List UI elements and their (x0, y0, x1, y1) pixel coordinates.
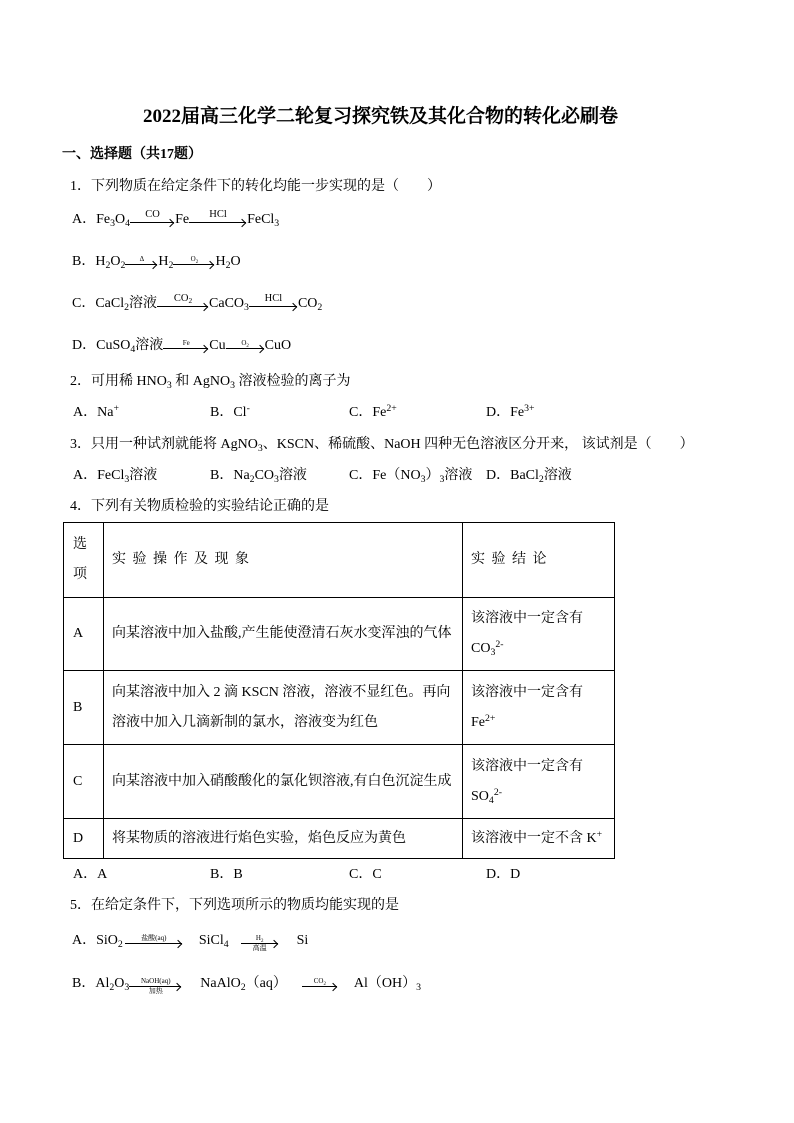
question-1-stem (70, 177, 441, 197)
header-option (64, 523, 104, 598)
subscript: 4 (223, 939, 229, 951)
text-run: CO (145, 209, 160, 220)
cell-line (73, 767, 101, 797)
text-run: CO (471, 641, 491, 656)
text-run: O (241, 339, 247, 347)
text-run: O (115, 212, 126, 227)
arrow-label-above (122, 210, 183, 221)
text-run: 该溶液中一定含有 (471, 611, 583, 626)
option-label: B． (210, 867, 234, 882)
text-run: Na (97, 405, 114, 420)
text-run: ） (425, 468, 440, 483)
text-run: Fe（NO (372, 468, 421, 483)
cell-operation (104, 598, 463, 671)
arrow-shaft (125, 264, 157, 265)
option-content (510, 405, 534, 420)
option-content (96, 209, 280, 230)
question-4-option-c (349, 865, 382, 885)
cell-option (64, 671, 104, 745)
subscript: 3 (166, 380, 172, 392)
arrow-shaft (173, 264, 214, 265)
text-run: CaCO (209, 296, 245, 311)
text-run: C (73, 773, 83, 789)
text-run: SO (471, 788, 489, 804)
subscript: 3 (257, 443, 263, 455)
text-run: 该溶液中一定含有 (471, 684, 583, 700)
reaction-arrow (125, 252, 158, 272)
question-3-option-a (73, 466, 157, 486)
cell-operation (104, 671, 463, 745)
question-1-option-a (72, 210, 279, 230)
table-row (64, 671, 615, 745)
cell-line (73, 824, 101, 854)
subscript: 2 (317, 302, 323, 314)
table-row (64, 745, 615, 819)
text-run: Fe (372, 405, 387, 420)
option-content (372, 867, 381, 882)
cell-line (112, 619, 454, 649)
text-run: 溶液 (129, 296, 158, 311)
text-run: A (73, 626, 84, 641)
subscript: 2 (249, 474, 255, 486)
cell-line (112, 708, 454, 738)
text-run: H (158, 254, 169, 269)
text-run: 溶液中加入几滴新制的氯水，溶液变为红色 (112, 714, 378, 730)
question-1-option-c (72, 294, 322, 314)
option-label: A． (73, 405, 98, 420)
text-run: 向某溶液中加入硝酸酸化的氯化钡溶液,有白色沉淀生成 (112, 773, 452, 789)
cell-line (112, 824, 454, 854)
option-label: B． (72, 976, 96, 991)
superscript: 3+ (524, 403, 535, 415)
text-run: Fe (182, 339, 190, 347)
cell-conclusion (463, 745, 615, 819)
subscript: 2 (323, 981, 326, 987)
text-run: 向某溶液中加入 2 滴 KSCN 溶液，溶液不显红色。再向 (112, 684, 451, 700)
text-run: O (190, 255, 196, 263)
subscript: 3 (416, 982, 421, 994)
text-run: 溶液 (278, 468, 307, 483)
arrow-label-above (149, 294, 217, 305)
subscript: 2 (168, 260, 174, 272)
arrow-label-above (117, 256, 166, 263)
text-run: 、KSCN、稀硫酸、NaOH 四种无色溶液区分开来， 该试剂是（ ） (262, 437, 694, 452)
section-heading: 一、选择题（共17题） (62, 147, 202, 162)
question-2-option-c (349, 403, 397, 423)
arrow-label-above (117, 935, 191, 942)
arrow-shaft (302, 986, 337, 987)
subscript: 2 (260, 938, 264, 944)
text-run: B (233, 867, 243, 882)
option-label: C． (349, 405, 373, 420)
option-content (96, 338, 292, 356)
text-run: H (95, 254, 106, 269)
subscript: 3 (124, 474, 130, 486)
text-run: NaAlO (200, 976, 241, 991)
option-content (96, 933, 309, 952)
cell-line (73, 619, 101, 649)
superscript: 2+ (386, 403, 397, 415)
option-label: C． (72, 296, 96, 311)
text-run: O (114, 976, 125, 991)
reaction-arrow (129, 974, 182, 994)
arrow-shaft (130, 222, 174, 223)
text-run: D (510, 867, 521, 882)
header-operation (104, 523, 463, 598)
text-run: SiCl (198, 933, 224, 948)
text-run: Na (233, 468, 250, 483)
subscript: 3 (124, 982, 130, 994)
text-run: FeCl (97, 468, 125, 483)
option-content (95, 976, 421, 995)
subscript: 2 (120, 260, 126, 272)
cell-line (471, 782, 606, 812)
option-content (95, 254, 241, 272)
option-label: A． (72, 933, 97, 948)
option-label: D． (72, 338, 97, 353)
question-3-option-c (349, 466, 472, 486)
cell-option (64, 598, 104, 671)
superscript: + (113, 403, 119, 415)
text-run: 5．在给定条件下，下列选项所示的物质均能实现的是 (70, 898, 399, 913)
arrow-shaft (189, 222, 246, 223)
reaction-arrow (241, 931, 279, 951)
subscript: 3 (274, 474, 279, 486)
option-label: A． (73, 867, 98, 882)
text-run: 该溶液中一定不含 K (471, 830, 597, 846)
cell-line (73, 530, 101, 560)
text-run: Fe (175, 212, 190, 227)
text-run: 盐酸(aq) (141, 934, 167, 942)
question-4-option-a (73, 865, 107, 885)
cell-operation (104, 819, 463, 859)
option-label: A． (72, 212, 97, 227)
text-run: 溶液检验的离子为 (235, 374, 351, 389)
option-label: A． (73, 468, 98, 483)
option-label: B． (210, 405, 234, 420)
subscript: 2 (105, 260, 111, 272)
subscript: 3 (439, 474, 445, 486)
option-content (510, 867, 520, 882)
option-content (372, 468, 473, 486)
subscript: 2 (246, 343, 249, 349)
cell-line (73, 693, 101, 723)
text-run: H (255, 934, 261, 942)
cell-line (471, 634, 606, 664)
option-content (233, 468, 307, 486)
option-content (233, 405, 250, 420)
text-run: 将某物质的溶液进行焰色实验，焰色反应为黄色 (112, 830, 406, 846)
subscript: 4 (130, 344, 136, 356)
text-run: HCl (264, 293, 283, 304)
text-run: HCl (209, 209, 227, 220)
option-content (233, 867, 242, 882)
subscript: 3 (420, 474, 426, 486)
header-conclusion (463, 523, 615, 598)
text-run: B (73, 699, 83, 715)
table-header-row (64, 523, 615, 598)
subscript: 3 (230, 380, 235, 392)
question-2-option-b (210, 403, 250, 423)
text-run: C (372, 867, 382, 882)
text-run: 高温 (252, 943, 267, 952)
text-run: 2．可用稀 HNO (70, 374, 167, 389)
text-run: 向某溶液中加入盐酸,产生能使澄清石灰水变浑浊的气体 (112, 626, 452, 641)
option-content (97, 468, 158, 486)
subscript: 3 (274, 218, 280, 230)
option-content (97, 867, 107, 882)
question-2-stem (70, 372, 351, 392)
text-run: CO (313, 977, 324, 985)
arrow-shaft (226, 348, 264, 349)
arrow-shaft (163, 348, 208, 349)
cell-line (112, 545, 454, 575)
question-1-option-b (72, 252, 241, 272)
table-row (64, 819, 615, 859)
text-run: 4．下列有关物质检验的实验结论正确的是 (70, 499, 329, 514)
cell-line (471, 604, 606, 634)
arrow-label-above (181, 210, 255, 221)
text-run: O (110, 254, 121, 269)
option-content (510, 468, 572, 486)
option-label: D． (486, 468, 511, 483)
text-run: 实 验 结 论 (471, 552, 547, 567)
reaction-arrow (302, 974, 338, 994)
option-label: C． (349, 468, 373, 483)
arrow-shaft (157, 306, 208, 307)
text-run: 该溶液中一定含有 (471, 758, 583, 774)
superscript: 2+ (485, 712, 496, 724)
option-content (95, 293, 323, 314)
text-run: 1．下列物质在给定条件下的转化均能一步实现的是（ ） (70, 179, 441, 194)
text-run: D (73, 830, 84, 846)
text-run: BaCl (510, 468, 539, 483)
text-run: CO (254, 468, 275, 483)
question-4-option-d (486, 865, 520, 885)
reaction-arrow (163, 336, 209, 356)
subscript: 4 (488, 794, 494, 806)
text-run: 项 (73, 567, 87, 582)
arrow-shaft (125, 943, 182, 944)
question-3-option-d (486, 466, 572, 486)
option-label: C． (349, 867, 373, 882)
text-run: Cl (233, 405, 247, 420)
subscript: 2 (538, 474, 544, 486)
reaction-arrow (125, 931, 183, 951)
question-3-option-b (210, 466, 307, 486)
text-run: NaOH(aq) (141, 977, 171, 985)
question-4-option-b (210, 865, 243, 885)
question-5-option-a (72, 931, 308, 951)
option-content (372, 405, 396, 420)
arrow-label-above (218, 340, 273, 347)
arrow-label-below (121, 988, 190, 995)
experiment-table (63, 522, 615, 859)
arrow-label-above (155, 340, 217, 347)
subscript: 2 (109, 982, 115, 994)
subscript: 2 (195, 259, 199, 265)
text-run: 实 验 操 作 及 现 象 (112, 552, 249, 567)
superscript: - (246, 403, 250, 415)
superscript: 2- (495, 639, 504, 651)
text-run: 和 AgNO (171, 374, 231, 389)
page-title: 2022届高三化学二轮复习探究铁及其化合物的转化必刷卷 (142, 106, 618, 127)
text-run: Fe (96, 212, 111, 227)
subscript: 2 (240, 982, 246, 994)
text-run: 溶液 (129, 468, 158, 483)
option-label: B． (72, 254, 96, 269)
question-5-stem (70, 896, 399, 916)
cell-line (471, 824, 606, 854)
arrow-label-below (233, 945, 287, 952)
cell-line (471, 752, 606, 782)
text-run: Fe (510, 405, 525, 420)
text-run: Si (296, 933, 309, 948)
reaction-arrow (249, 294, 298, 314)
question-2-option-d (486, 403, 535, 423)
subscript: 2 (124, 302, 130, 314)
question-4-stem (70, 497, 329, 517)
text-run: H (215, 254, 226, 269)
text-run: （aq） (245, 976, 287, 991)
question-2-option-a (73, 403, 119, 423)
arrow-label-above (165, 256, 223, 263)
cell-conclusion (463, 819, 615, 859)
arrow-shaft (249, 306, 297, 307)
text-run: 加热 (148, 986, 163, 995)
option-label: B． (210, 468, 234, 483)
text-run: CO (173, 293, 189, 304)
arrow-label-above (233, 935, 287, 942)
text-run: 选 (73, 537, 87, 552)
question-5-option-b (72, 974, 421, 994)
text-run: CO (297, 296, 318, 311)
arrow-label-above (241, 294, 306, 305)
cell-option (64, 819, 104, 859)
subscript: 2 (225, 260, 231, 272)
cell-line (471, 678, 606, 708)
reaction-arrow (130, 210, 175, 230)
text-run: 溶液 (135, 338, 164, 353)
option-label: D． (486, 867, 511, 882)
superscript: + (596, 828, 603, 840)
arrow-label-above (121, 978, 190, 985)
subscript: 3 (490, 647, 496, 659)
cell-conclusion (463, 598, 615, 671)
reaction-arrow (173, 252, 215, 272)
cell-line (471, 545, 606, 575)
text-run: CaCl (95, 296, 125, 311)
text-run: 溶液 (543, 468, 572, 483)
cell-conclusion (463, 671, 615, 745)
text-run: O (230, 254, 241, 269)
text-run: CuSO (96, 338, 131, 353)
cell-line (112, 767, 454, 797)
reaction-arrow (157, 294, 209, 314)
text-run: 溶液 (444, 468, 473, 483)
cell-option (64, 745, 104, 819)
question-1-option-d (72, 336, 291, 356)
text-run: A (97, 867, 108, 882)
reaction-arrow (189, 210, 247, 230)
option-label: D． (486, 405, 511, 420)
option-content (97, 405, 119, 420)
subscript: 2 (188, 296, 193, 306)
cell-line (112, 678, 454, 708)
subscript: 3 (244, 302, 249, 314)
table-row (64, 598, 615, 671)
text-run: FeCl (247, 212, 275, 227)
text-run: Cu (209, 338, 226, 353)
arrow-label-above (294, 978, 346, 985)
cell-line (471, 708, 606, 738)
text-run: 3．只用一种试剂就能将 AgNO (70, 437, 258, 452)
subscript: 4 (125, 218, 131, 230)
text-run: Al (95, 976, 110, 991)
text-run: Δ (139, 255, 145, 263)
text-run: CuO (264, 338, 292, 353)
question-3-stem (70, 435, 694, 455)
text-run: Al（OH） (353, 976, 417, 991)
subscript: 3 (110, 218, 116, 230)
text-run: SiO (96, 933, 118, 948)
cell-line (73, 560, 101, 590)
reaction-arrow (226, 336, 265, 356)
superscript: 2- (493, 786, 502, 798)
text-run: Fe (471, 714, 485, 730)
cell-operation (104, 745, 463, 819)
subscript: 2 (117, 939, 123, 951)
